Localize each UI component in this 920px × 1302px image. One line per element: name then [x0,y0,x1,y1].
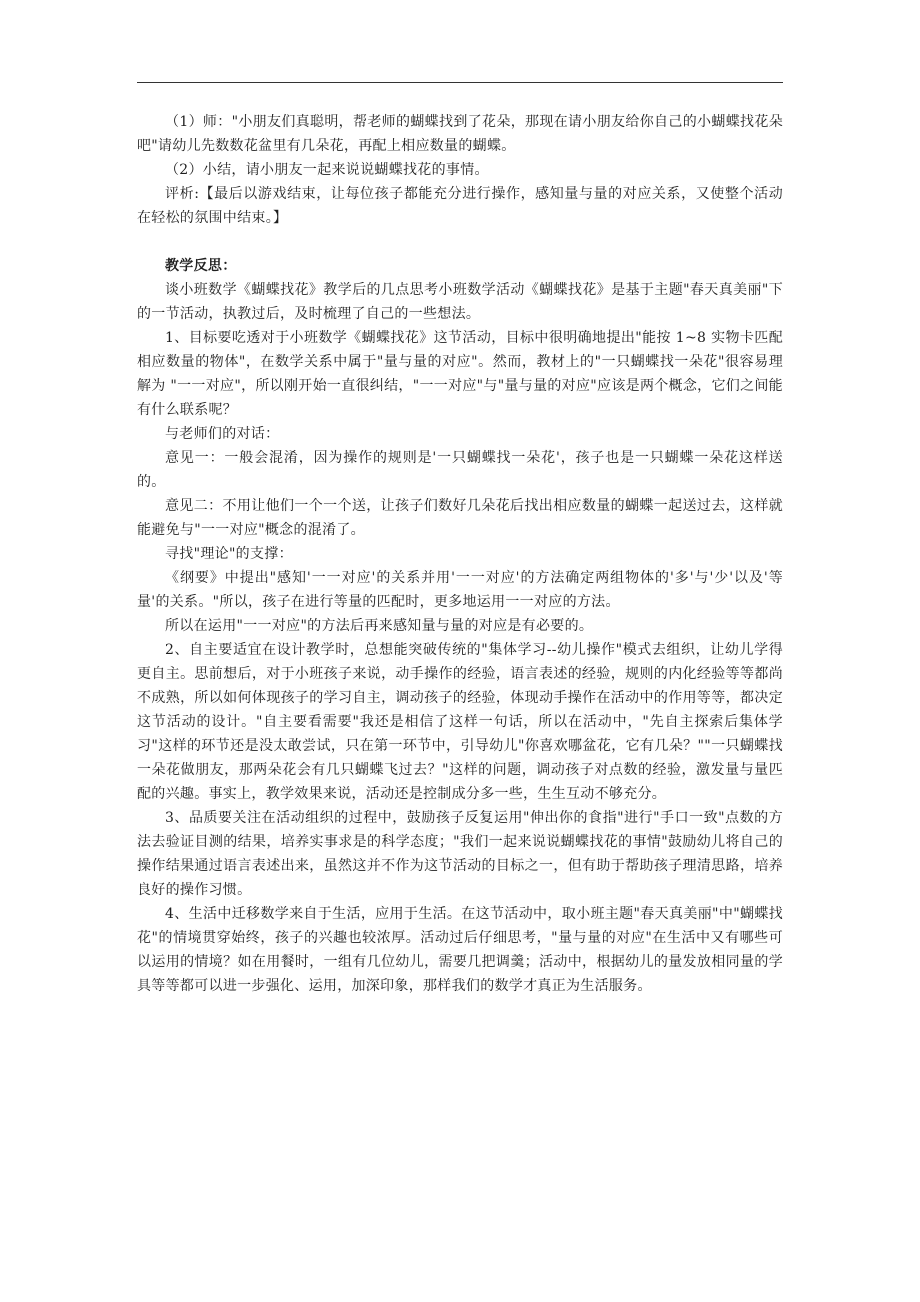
theory-quote: 《纲要》中提出"感知'一一对应'的关系并用'一一对应'的方法确定两组物体的'多'与'少'以及'等量'的关系。"所以，孩子在进行等量的匹配时，更多地运用一一对应的方法。 [137,570,783,610]
reflection-heading: 教学反思： [165,258,237,274]
blank-line [137,230,783,254]
paragraph-evaluation: 评析:【最后以游戏结束，让每位孩子都能充分进行操作，感知量与量的对应关系，又使整个活动在轻松的氛围中结束。】 [137,186,783,226]
document-body [137,110,783,998]
paragraph-activity-step-1: （1）师："小朋友们真聪明，帮老师的蝴蝶找到了花朵，那现在请小朋友给你自己的小蝴蝶找花朵吧"请幼儿先数数花盆里有几朵花，再配上相应数量的蝴蝶。 [137,114,783,154]
reflection-intro: 谈小班数学《蝴蝶找花》教学后的几点思考小班数学活动《蝴蝶找花》是基于主题"春天真美丽"下的一节活动，执教过后，及时梳理了自己的一些想法。 [137,282,783,322]
opinion-1: 意见一：一般会混淆，因为操作的规则是'一只蝴蝶找一朵花'，孩子也是一只蝴蝶一朵花这样送的。 [137,450,783,490]
opinion-2: 意见二：不用让他们一个一个送，让孩子们数好几朵花后找出相应数量的蝴蝶一起送过去，这样就能避免与"一一对应"概念的混淆了。 [137,498,783,538]
paragraph-activity-step-2: （2）小结，请小朋友一起来说说蝴蝶找花的事情。 [165,162,489,178]
header-rule [137,82,783,83]
reflection-point-2: 2、自主要适宜在设计教学时，总想能突破传统的"集体学习--幼儿操作"模式去组织，让幼儿学得更自主。思前想后，对于小班孩子来说，动手操作的经验，语言表述的经验，规则的内化经验等等都尚不成熟，所以如何体现孩子的学习自主，调动孩子的经验，体现动手操作在活动中的作用等等，都决定这节活动的设计。"自主要看需要"我还是相信了这样一句话，所以在活动中，"先自主探索后集体学习"这样的环节还是没太敢尝试，只在第一环节中，引导幼儿"你喜欢哪盆花，它有几朵？""一只蝴蝶找一朵花做朋友，那两朵花会有几只蝴蝶飞过去？"这样的问题，调动孩子对点数的经验，激发量与量匹配的兴趣。事实上，教学效果来说，活动还是控制成分多一些，生生互动不够充分。 [137,642,783,802]
reflection-point-3: 3、品质要关注在活动组织的过程中，鼓励孩子反复运用"伸出你的食指"进行"手口一致"点数的方法去验证目测的结果，培养实事求是的科学态度；"我们一起来说说蝴蝶找花的事情"鼓励幼儿将自己的操作结果通过语言表述出来，虽然这并不作为这节活动的目标之一，但有助于帮助孩子理清思路，培养良好的操作习惯。 [137,810,783,898]
dialogue-heading: 与老师们的对话： [165,426,280,442]
theory-conclusion: 所以在运用"一一对应"的方法后再来感知量与量的对应是有必要的。 [165,618,594,634]
reflection-point-4: 4、生活中迁移数学来自于生活，应用于生活。在这节活动中，取小班主题"春天真美丽"中"蝴蝶找花"的情境贯穿始终，孩子的兴趣也较浓厚。活动过后仔细思考，"量与量的对应"在生活中又有哪些可以运用的情境？如在用餐时，一组有几位幼儿，需要几把调羹；活动中，根据幼儿的量发放相同量的学具等等都可以进一步强化、运用，加深印象，那样我们的数学才真正为生活服务。 [137,906,783,994]
theory-heading: 寻找"理论"的支撑： [165,546,293,562]
reflection-point-1: 1、目标要吃透对于小班数学《蝴蝶找花》这节活动，目标中很明确地提出"能按 1~8 实物卡匹配相应数量的物体"，在数学关系中属于"量与量的对应"。然而，教材上的"一只蝴蝶找一朵花"很容易理解为 "一一对应"，所以刚开始一直很纠结，"一一对应"与"量与量的对应"应该是两个概念，它们之间能有什么联系呢？ [137,330,783,418]
